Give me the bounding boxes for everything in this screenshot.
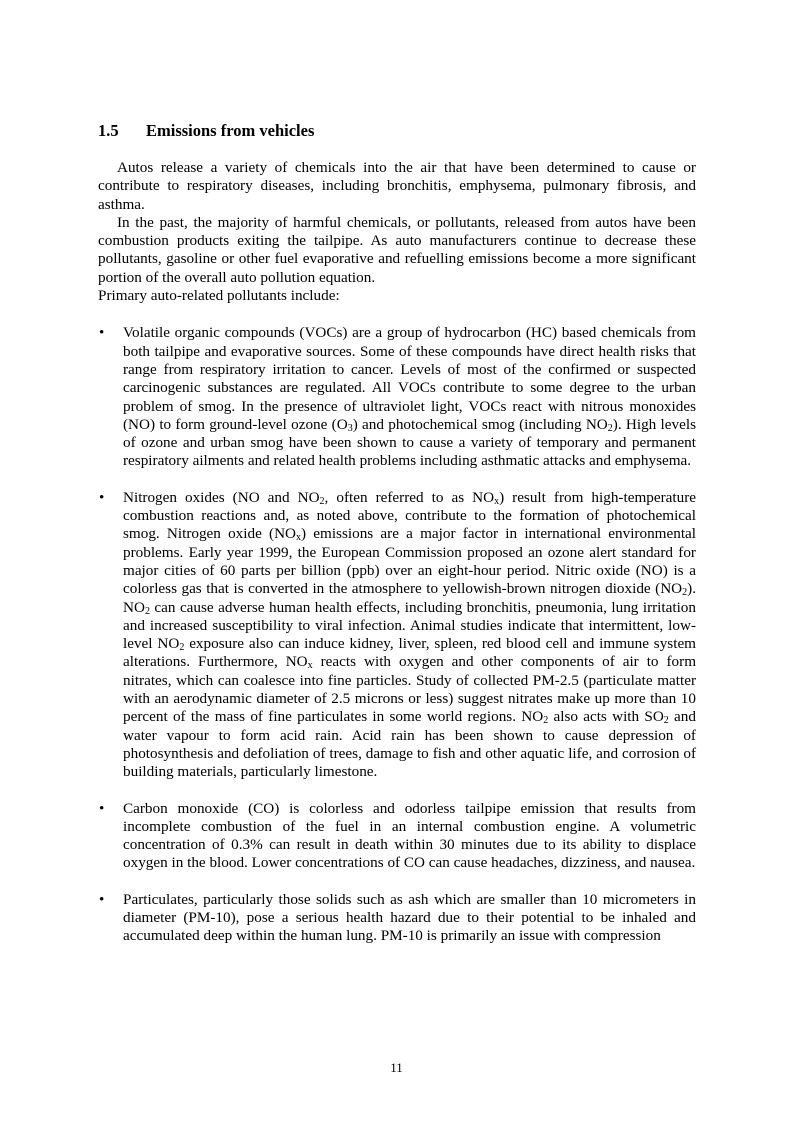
list-item-voc: • Volatile organic compounds (VOCs) are a group of hydrocarbon (HC) based chemicals from both tailpipe and evaporative sources. Some of these compounds have direct health risks that range from respiratory irritation to cancer. Levels of most of the confirmed or suspected carcinogenic substances are regulated. All VOCs contribute to some degree to the urban problem of smog. In the presence of ultraviolet light, VOCs react with nitrous monoxides (NO) to form ground-level ozone $(O_3)$ and photochemical smog (including $NO_2$). High levels of ozone and urban smog have been shown to cause a variety of temporary and permanent respiratory ailments and related health problems including asthmatic attacks and emphysema. xyxy=(99,324,696,470)
list-item-nox: • Nitrogen oxides (NO and $NO_2$, often referred to as $NO_x$) result from high-temperature combustion reactions and, as noted above, contribute to the formation of photochemical smog. Nitrogen oxide $(NO_x)$ emissions are a major factor in international environmental problems. Early year 1999, the European Commission proposed an ozone alert standard for major cities of 60 parts per billion (ppb) over an eight-hour period. Nitric oxide (NO) is a colorless gas that is converted in the atmosphere to yellowish-brown nitrogen dioxide $(NO_2)$. $NO_2$ can cause adverse human health effects, including bronchitis, pneumonia, lung irritation and increased susceptibility to viral infection. Animal studies indicate that intermittent, low-level $NO_2$ exposure also can induce kidney, liver, spleen, red blood cell and immune system alterations. Furthermore, $NO_x$ reacts with oxygen and other components of air to form nitrates, which can coalesce into fine particles. Study of collected PM-2.5 (particulate matter with an aerodynamic diameter of 2.5 microns or less) suggest nitrates make up more than 10 percent of the mass of fine particulates in some world regions. $NO_2$ also acts with $SO_2$ and water vapour to form acid rain. Acid rain has been shown to cause depression of photosynthesis and defoliation of trees, damage to fish and other aquatic life, and corrosion of building materials, particularly limestone. xyxy=(99,488,697,781)
page-number: 11 xyxy=(390,1060,403,1075)
paragraph-history: In the past, the majority of harmful chemicals, or pollutants, released from autos have been combustion products exiting the tailpipe. As auto manufacturers continue to decrease these pollutants, gasoline or other fuel evaporative and refuelling emissions become a more significant portion of the overall auto pollution equation. xyxy=(98,213,696,286)
list-item-co: • Carbon monoxide (CO) is colorless and odorless tailpipe emission that results from incomplete combustion of the fuel in an internal combustion engine. A volumetric concentration of 0.3% can result in death within 30 minutes due to its ability to displace oxygen in the blood. Lower concentrations of CO can cause headaches, dizziness, and nausea. xyxy=(99,799,696,872)
section-title: Emissions from vehicles xyxy=(146,121,315,140)
bullet-marker: • xyxy=(99,799,105,817)
bullet-marker: • xyxy=(99,890,105,908)
list-item-pm: • Particulates, particularly those solids such as ash which are smaller than 10 micrometers in diameter (PM-10), pose a serious health hazard due to their potential to be inhaled and accumulated deep within the human lung. PM-10 is primarily an issue with compression xyxy=(99,890,696,945)
bullet-marker: • xyxy=(99,488,105,506)
section-heading xyxy=(98,121,314,141)
paragraph-intro: Autos release a variety of chemicals into the air that have been determined to cause or contribute to respiratory diseases, including bronchitis, emphysema, pulmonary fibrosis, and asthma. xyxy=(98,159,696,213)
section-number: 1.5 xyxy=(98,121,119,140)
bullet-marker: • xyxy=(99,324,105,342)
list-intro: Primary auto-related pollutants include: xyxy=(98,287,340,305)
section-body xyxy=(98,159,696,946)
pollutant-list xyxy=(98,324,696,945)
